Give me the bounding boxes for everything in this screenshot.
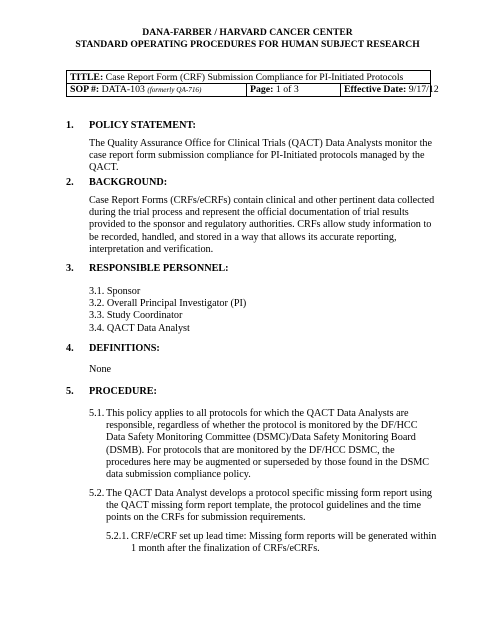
section-1-heading xyxy=(66,120,196,132)
text-line: responsible, regardless of whether the protocol is monitored by the DF/HCC xyxy=(106,420,418,432)
list-item: 3.3. Study Coordinator xyxy=(89,310,183,322)
section-number: 5. xyxy=(66,386,74,397)
page-value: 1 of 3 xyxy=(275,84,299,95)
text-line: during the trial process and represent the official documentation of trial results xyxy=(89,207,409,219)
section-number: 3. xyxy=(66,263,74,274)
sop-info-row xyxy=(67,84,439,96)
subsection-number: 5.2. xyxy=(89,488,105,499)
list-item: 3.2. Overall Principal Investigator (PI) xyxy=(89,298,247,310)
title-table xyxy=(66,70,439,97)
list-item: 3.1. Sponsor xyxy=(89,286,141,297)
section-title: PROCEDURE: xyxy=(89,386,157,397)
list-item: 3.4. QACT Data Analyst xyxy=(89,322,190,334)
sop-series-header: STANDARD OPERATING PROCEDURES FOR HUMAN SUBJECT RESEARCH xyxy=(75,39,420,50)
section-5-heading xyxy=(66,386,157,398)
section-number: 4. xyxy=(66,343,74,354)
policy-statement-text xyxy=(89,138,439,175)
text-line: Data Safety Monitoring Committee (DSMC)/Data Safety Monitoring Board xyxy=(106,432,416,444)
section-title: POLICY STATEMENT: xyxy=(89,120,196,131)
effective-date-label: Effective Date: xyxy=(344,84,407,95)
text-line: data submission compliance policy. xyxy=(106,469,251,481)
section-title: DEFINITIONS: xyxy=(89,343,160,354)
text-line: None xyxy=(89,364,112,375)
title-row xyxy=(67,71,430,84)
text-line: points on the CRFs for submission requirements. xyxy=(106,512,306,524)
procedure-5-1-text xyxy=(106,408,456,481)
sop-former-number: (formerly QA-716) xyxy=(147,86,202,94)
text-line: interpretation and verification. xyxy=(89,243,214,255)
text-line: (DSMB). For protocols that are monitored by the DF/HCC DSMC, the xyxy=(106,444,395,456)
text-line: QACT. xyxy=(89,162,119,174)
personnel-list xyxy=(89,286,439,335)
text-line: The Quality Assurance Office for Clinical Trials (QACT) Data Analysts monitor the xyxy=(89,138,433,149)
effective-date-cell xyxy=(341,84,439,96)
text-line: procedures here may be augmented or superseded by those found in the DSMC xyxy=(106,456,430,468)
background-text xyxy=(89,195,439,256)
text-line: CRF/eCRF set up lead time: Missing form reports will be generated within xyxy=(131,531,437,542)
text-line: be recorded, handled, and stored in a way that allows its accurate reporting, xyxy=(89,231,397,243)
procedure-5-2-text xyxy=(106,488,456,525)
procedure-5-2-1-text xyxy=(131,531,471,555)
subsection-number: 5.2.1. xyxy=(106,531,129,542)
text-line: This policy applies to all protocols for which the QACT Data Analysts are xyxy=(106,408,409,419)
title-label: TITLE: xyxy=(70,72,104,83)
page-cell xyxy=(247,84,341,96)
text-line: the QACT missing form report template, the protocol guidelines and the time xyxy=(106,500,421,512)
definitions-text xyxy=(89,364,439,376)
subsection-number: 5.1. xyxy=(89,408,105,419)
page-label: Page: xyxy=(250,84,274,95)
section-4-heading xyxy=(66,343,160,355)
sop-number: DATA-103 xyxy=(101,84,145,95)
sop-label: SOP #: xyxy=(70,84,100,95)
section-title: BACKGROUND: xyxy=(89,177,168,188)
section-3-heading xyxy=(66,263,229,275)
text-line: The QACT Data Analyst develops a protocol specific missing form report using xyxy=(106,488,433,499)
text-line: Case Report Forms (CRFs/eCRFs) contain clinical and other pertinent data collected xyxy=(89,195,435,206)
section-title: RESPONSIBLE PERSONNEL: xyxy=(89,263,229,274)
section-2-heading xyxy=(66,177,167,189)
section-number: 1. xyxy=(66,120,74,131)
text-line: case report form submission compliance for PI-Initiated protocols managed by the xyxy=(89,150,425,162)
institution-header: DANA-FARBER / HARVARD CANCER CENTER xyxy=(142,27,353,38)
sop-number-cell xyxy=(67,84,247,96)
text-line: 1 month after the finalization of CRFs/eCRFs. xyxy=(131,543,320,555)
effective-date-value: 9/17/12 xyxy=(408,84,439,95)
text-line: provided to the sponsor and regulatory authorities. CRFs allow study information to xyxy=(89,219,432,231)
section-number: 2. xyxy=(66,177,74,188)
title-text: Case Report Form (CRF) Submission Compliance for PI-Initiated Protocols xyxy=(105,72,404,83)
